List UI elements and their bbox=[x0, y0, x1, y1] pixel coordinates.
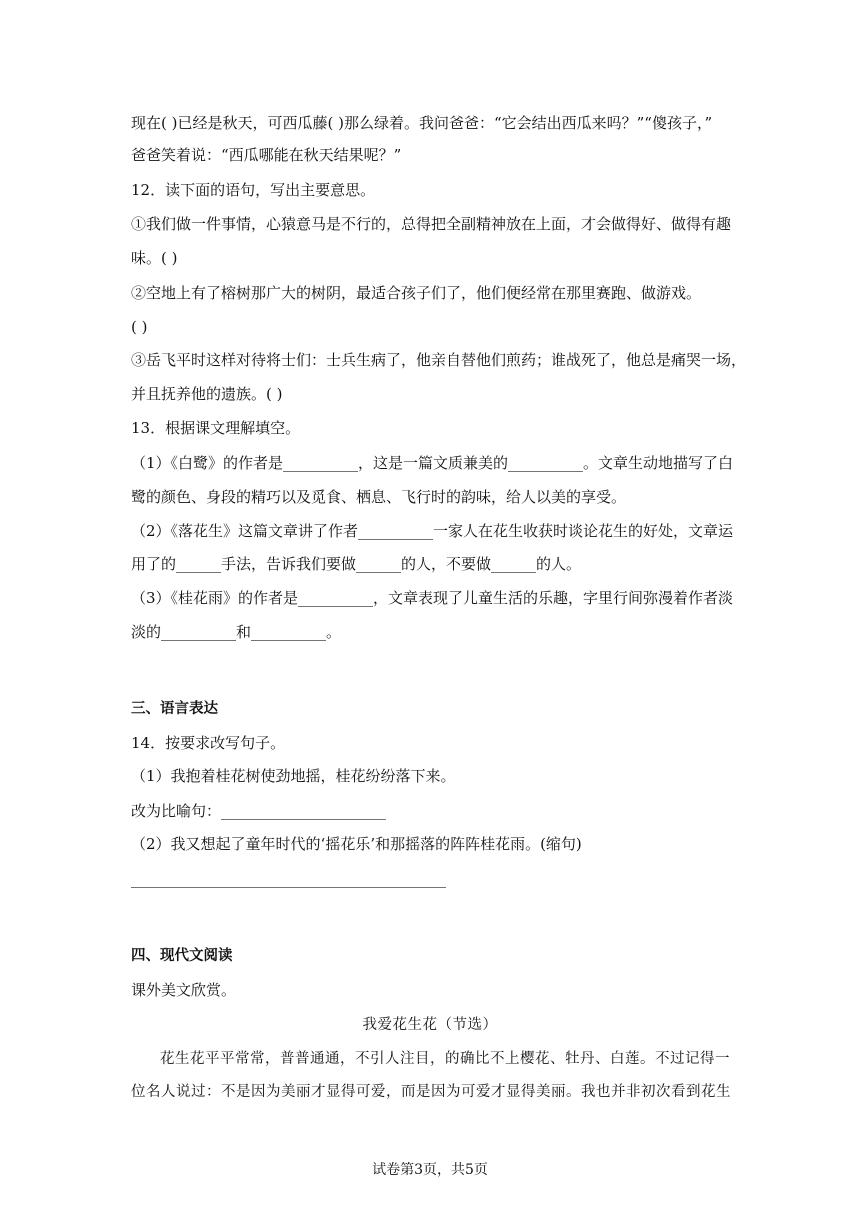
question-14: 14．按要求改写句子。 bbox=[131, 734, 286, 752]
question-13-item-1: （1）《白鹭》的作者是__________，这是一篇文质兼美的__________。文章生动地描写了白 bbox=[131, 454, 734, 472]
question-13-item-2: （2）《落花生》这篇文章讲了作者__________一家人在花生收获时谈论花生的好处，文章运 bbox=[131, 522, 734, 540]
question-13-item-3: （3）《桂花雨》的作者是__________，文章表现了儿童生活的乐趣，字里行间弥漫着作者淡 bbox=[131, 589, 734, 607]
question-14-item-2: （2）我又想起了童年时代的‘摇花乐’和那摇落的阵阵桂花雨。(缩句) bbox=[131, 835, 582, 853]
question-12-item-1-answer: 味。( ) bbox=[131, 249, 178, 267]
essay-title: 我爱花生花（节选） bbox=[362, 1017, 498, 1033]
question-12-item-3: ③岳飞平时这样对待将士们：士兵生病了，他亲自替他们煎药；谁战死了，他总是痛哭一场， bbox=[131, 351, 747, 369]
section-3-heading: 三、语言表达 bbox=[131, 701, 218, 717]
question-12-item-2: ②空地上有了榕树那广大的树阴，最适合孩子们了，他们便经常在那里赛跑、做游戏。 bbox=[131, 284, 702, 302]
question-13-item-2-cont: 用了的______手法，告诉我们要做______的人，不要做______的人。 bbox=[131, 555, 582, 573]
question-13-item-3-cont: 淡的__________和__________。 bbox=[131, 623, 342, 641]
text-line: 爸爸笑着说：“西瓜哪能在秋天结果呢？” bbox=[131, 146, 402, 164]
essay-paragraph-line: 花生花平平常常，普普通通，不引人注目，的确比不上樱花、牡丹、白莲。不过记得一 bbox=[160, 1051, 730, 1067]
page-footer: 试卷第3页，共5页 bbox=[372, 1162, 488, 1178]
question-12-item-1: ①我们做一件事情，心猿意马是不行的，总得把全副精神放在上面，才会做得好、做得有趣 bbox=[131, 215, 732, 233]
question-12-item-3-answer: 并且抚养他的遗族。( ) bbox=[131, 385, 283, 403]
question-14-item-2-answer: __________________________________________ bbox=[131, 870, 446, 888]
reading-intro: 课外美文欣赏。 bbox=[131, 981, 237, 999]
question-13-item-1-cont: 鹭的颜色、身段的精巧以及觅食、栖息、飞行时的韵味，给人以美的享受。 bbox=[131, 488, 627, 506]
text-line: 现在( )已经是秋天，可西瓜藤( )那么绿着。我问爸爸：“它会结出西瓜来吗？”“傻孩子，” bbox=[131, 114, 713, 132]
question-13: 13．根据课文理解填空。 bbox=[131, 419, 301, 437]
question-12: 12．读下面的语句，写出主要意思。 bbox=[131, 181, 376, 199]
question-14-item-1: （1）我抱着桂花树使劲地摇，桂花纷纷落下来。 bbox=[131, 767, 456, 785]
question-12-item-2-answer: ( ) bbox=[131, 318, 148, 336]
essay-paragraph-line: 位名人说过：不是因为美丽才显得可爱，而是因为可爱才显得美丽。我也并非初次看到花生 bbox=[131, 1084, 731, 1100]
section-4-heading: 四、现代文阅读 bbox=[131, 948, 233, 964]
question-14-item-1-answer: 改为比喻句：______________________ bbox=[131, 802, 387, 820]
